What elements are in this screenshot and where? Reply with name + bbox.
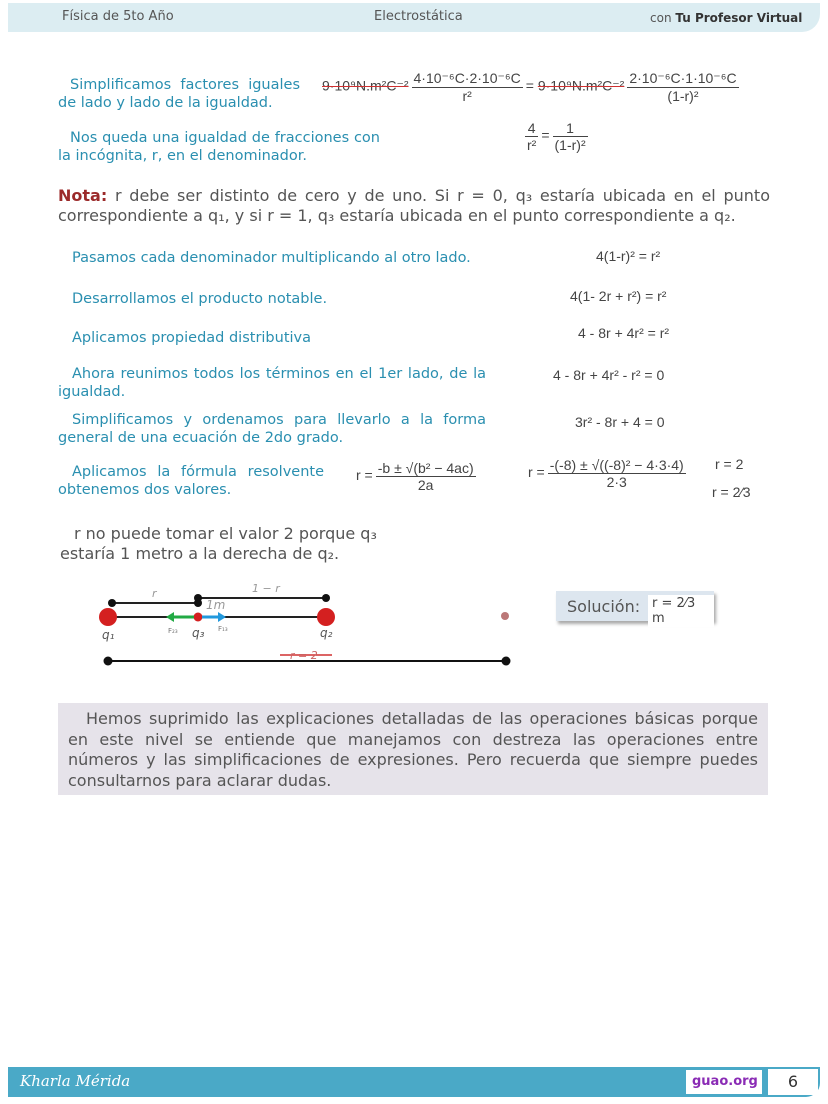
step-1-equation: 9·10⁹N.m²C⁻² $\frac{\text{4·10⁻⁶C·2·10⁻⁶C}}{\text{r²}}$ = 9·10⁹N.m²C⁻² $\frac{\text{2·10⁻⁶C·1·10⁻⁶C}}{\text{(1-r)²}}$ — [322, 70, 737, 104]
label-f23: F₂₃ — [168, 627, 178, 635]
brand-name: Tu Profesor Virtual — [675, 11, 803, 25]
quadratic-formula — [356, 460, 479, 493]
solution-box — [556, 591, 714, 626]
eq-numerator: 2·10⁻⁶C·1·10⁻⁶C — [629, 70, 737, 86]
eq-label: r = — [356, 467, 373, 484]
step-5-equation: 4 - 8r + 4r² = r² — [578, 325, 670, 341]
logo-text: guao.org — [692, 1074, 758, 1089]
step-4-equation: 4(1- 2r + r²) = r² — [570, 288, 667, 304]
charge-q1 — [99, 608, 117, 626]
force-arrow-f13 — [218, 612, 226, 622]
step-3-text: Pasamos cada denominador multiplicando al otro lado. — [72, 250, 471, 266]
page-footer — [8, 1067, 820, 1097]
eq-denominator: 2a — [417, 477, 434, 493]
eq-denominator: r² — [527, 137, 537, 153]
note-label: Nota: — [58, 186, 108, 205]
step-2-text: Nos queda una igualdad de fracciones con la incógnita, r, en el denominador. — [58, 130, 380, 164]
result-2: r = 2⁄3 — [712, 484, 751, 500]
label-q3: q₃ — [192, 626, 205, 640]
eq-denominator: (1-r)² — [667, 88, 699, 104]
step-7-text: Simplificamos y ordenamos para llevarlo a la forma general de una ecuación de 2do grado. — [58, 412, 486, 446]
chapter-title: Electrostática — [374, 9, 463, 24]
solution-value: r = 2⁄3 m — [648, 595, 714, 627]
charge-q3 — [194, 613, 203, 622]
note-paragraph — [58, 186, 770, 226]
eq-numerator: 4 — [525, 120, 538, 137]
eq-label: r = — [528, 464, 545, 481]
result-1: r = 2 — [715, 456, 744, 472]
step-3-equation: 4(1-r)² = r² — [596, 248, 661, 264]
remark-text: Hemos suprimido las explicaciones detalladas de las operaciones básicas porque en este nivel se entiende que manejamos con destreza las operaciones entre números y las simplificaciones de expresiones. Pero recuerda que siempre puedes consultarnos para aclarar dudas. — [68, 709, 758, 790]
step-8-text: Aplicamos la fórmula resolvente obtenemos dos valores. — [58, 464, 324, 498]
eq-denominator: r² — [462, 88, 472, 104]
guao-logo[interactable] — [686, 1070, 762, 1094]
brand-prefix: con — [650, 11, 676, 25]
step-6-text: Ahora reunimos todos los términos en el 1er lado, de la igualdad. — [58, 366, 486, 400]
brand — [650, 11, 802, 25]
charge-q2 — [317, 608, 335, 626]
label-f13: F₁₃ — [218, 625, 228, 633]
author-name: Kharla Mérida — [20, 1072, 131, 1090]
label-1-minus-r: 1 − r — [252, 582, 280, 595]
force-arrow-f23 — [166, 612, 174, 622]
step-1-text: Simplificamos factores iguales de lado y lado de la igualdad. — [58, 77, 300, 111]
label-r2-struck: r = 2 — [290, 649, 318, 662]
page-number: 6 — [768, 1069, 818, 1095]
step-5-text: Aplicamos propiedad distributiva — [72, 330, 312, 346]
step-7-equation: 3r² - 8r + 4 = 0 — [575, 414, 665, 430]
charges-diagram — [90, 575, 530, 675]
substituted-formula — [528, 457, 689, 490]
step-2-equation: $\frac{4}{\text{r²}}$ = $\frac{1}{\text{(1-r)²}}$ — [527, 120, 586, 153]
eq-numerator: -b ± √(b² − 4ac) — [377, 460, 474, 476]
rejection-text: r no puede tomar el valor 2 porque q₃ estaría 1 metro a la derecha de q₂. — [60, 524, 377, 563]
solution-label: Solución: — [567, 597, 641, 616]
remark-box — [58, 703, 768, 795]
eq-numerator: 1 — [553, 120, 588, 137]
eq-constant: 9·10⁹N.m²C⁻² — [322, 77, 409, 94]
eq-numerator: 4·10⁻⁶C·2·10⁻⁶C — [413, 70, 521, 86]
label-q1: q₁ — [102, 628, 115, 642]
course-title: Física de 5to Año — [62, 9, 174, 24]
eq-constant: 9·10⁹N.m²C⁻² — [537, 77, 625, 94]
eq-denominator: (1-r)² — [554, 137, 586, 153]
label-1m: 1m — [206, 598, 226, 612]
step-4-text: Desarrollamos el producto notable. — [72, 291, 328, 307]
step-6-equation: 4 - 8r + 4r² - r² = 0 — [553, 367, 665, 383]
label-q2: q₂ — [320, 626, 333, 640]
page-header — [8, 3, 820, 32]
label-r: r — [152, 587, 157, 600]
eq-denominator: 2·3 — [606, 474, 627, 490]
note-text: r debe ser distinto de cero y de uno. Si r = 0, q₃ estaría ubicada en el punto correspondiente a q₁, y si r = 1, q₃ estaría ubicada en el punto correspondiente a q₂. — [58, 186, 770, 225]
eq-numerator: -(-8) ± √((-8)² − 4·3·4) — [549, 457, 684, 473]
